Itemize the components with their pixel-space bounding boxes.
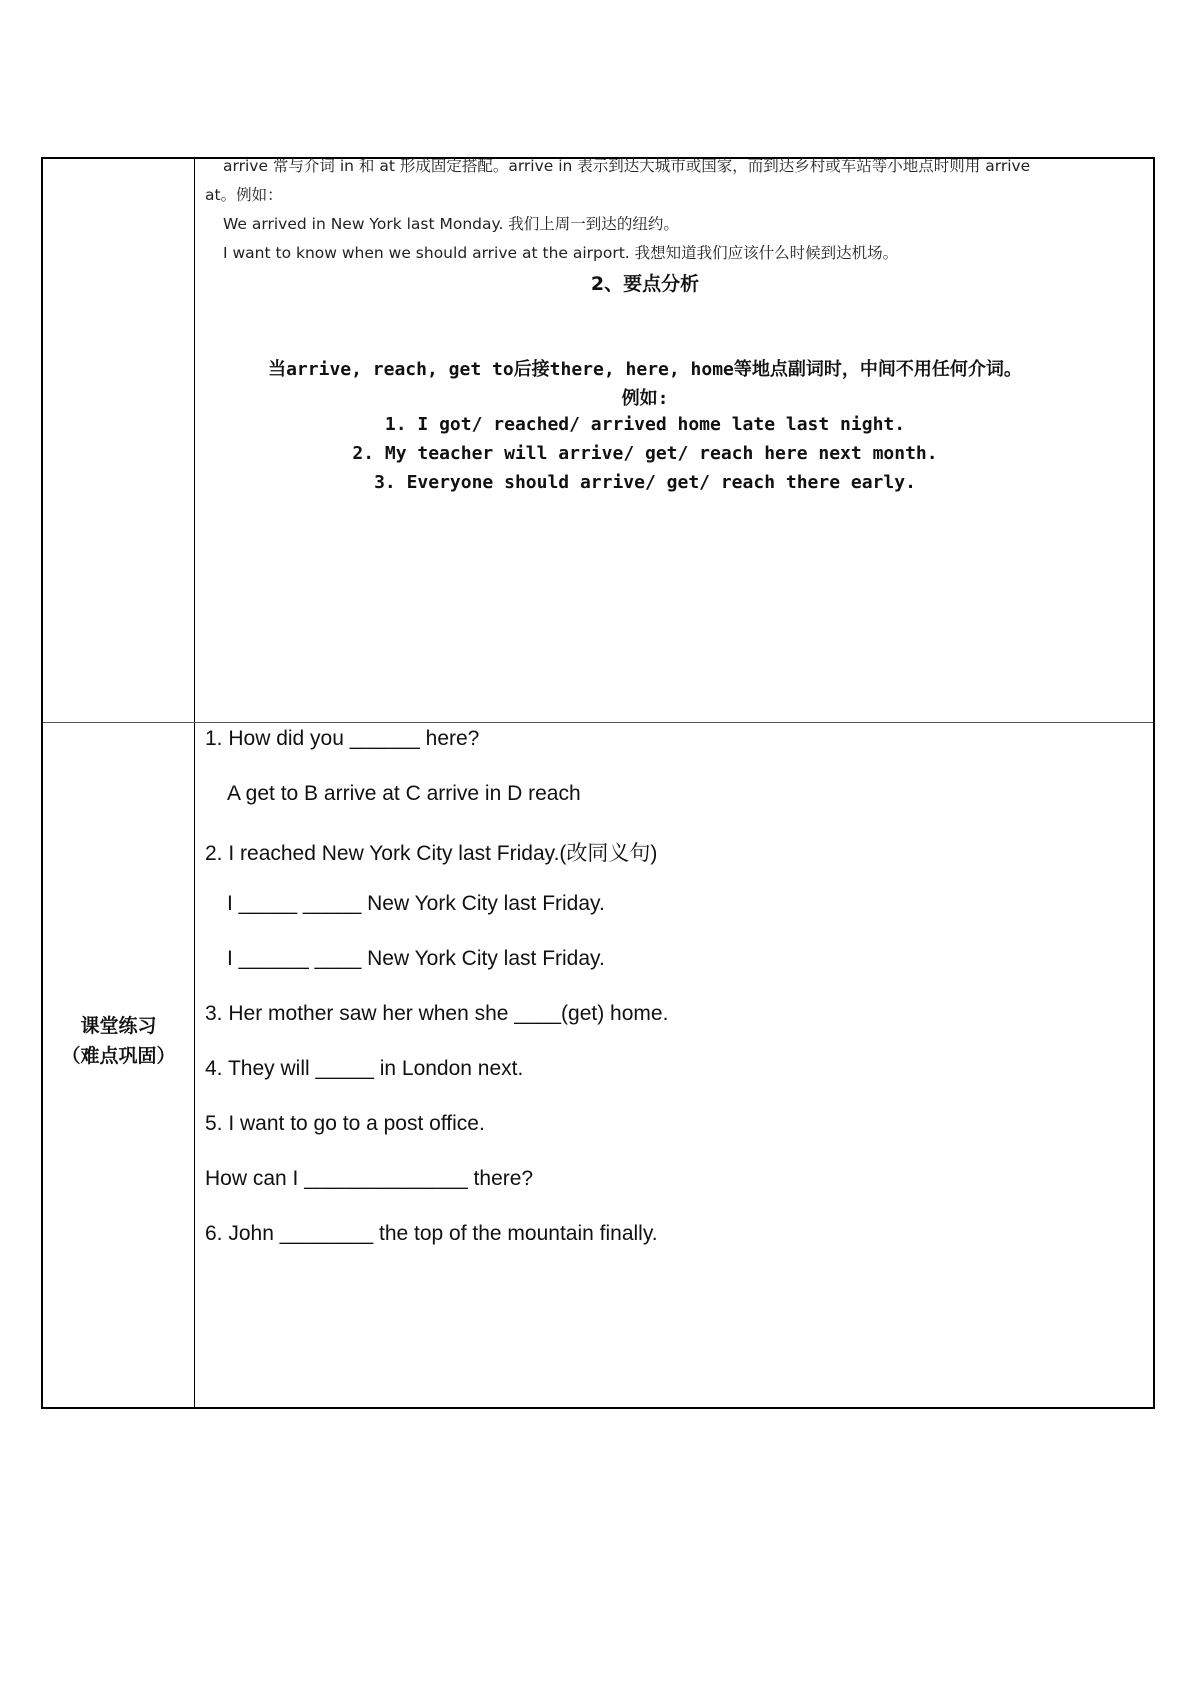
exercise-2-blank-b: I ______ ____ New York City last Friday.: [227, 947, 605, 970]
note-line-3: We arrived in New York last Monday. 我们上周一到达的纽约。: [223, 215, 679, 233]
section-label-title: 课堂练习: [80, 1015, 157, 1037]
exercise-2: 2. I reached New York City last Friday.(改同义句): [205, 842, 658, 865]
exercise-2-blank-a: I _____ _____ New York City last Friday.: [227, 892, 605, 915]
exercise-4: 4. They will _____ in London next.: [205, 1057, 524, 1080]
empty-label-cell: [43, 159, 194, 722]
analysis-heading: 2、要点分析: [590, 273, 700, 295]
note-line-4: I want to know when we should arrive at the airport. 我想知道我们应该什么时候到达机场。: [223, 244, 899, 262]
exercise-6: 6. John ________ the top of the mountain finally.: [205, 1222, 658, 1245]
exercise-5-question: How can I ______________ there?: [205, 1167, 534, 1190]
exercise-5: 5. I want to go to a post office.: [205, 1112, 485, 1135]
analysis-rule: 当arrive, reach, get to后接there, here, home等地点副词时，中间不用任何介词。: [268, 359, 1022, 380]
lesson-table: [41, 157, 1155, 1409]
example-2: 2. My teacher will arrive/ get/ reach here next month.: [352, 443, 938, 464]
notes-cell: [195, 159, 1155, 722]
exercise-1-options: A get to B arrive at C arrive in D reach: [227, 782, 581, 805]
exercises-cell: [195, 723, 1155, 1409]
example-1: 1. I got/ reached/ arrived home late last night.: [384, 414, 906, 435]
section-label-cell: [43, 723, 194, 1409]
example-3: 3. Everyone should arrive/ get/ reach there early.: [374, 472, 916, 493]
note-line-1: arrive 常与介词 in 和 at 形成固定搭配。arrive in 表示到达大城市或国家，而到达乡村或车站等小地点时则用 arrive: [223, 157, 1031, 175]
example-label: 例如:: [621, 388, 669, 409]
exercise-1: 1. How did you ______ here?: [205, 727, 480, 750]
section-label-subtitle: （难点巩固）: [61, 1045, 176, 1067]
exercise-3: 3. Her mother saw her when she ____(get) home.: [205, 1002, 669, 1025]
note-line-2: at。例如：: [205, 186, 283, 204]
